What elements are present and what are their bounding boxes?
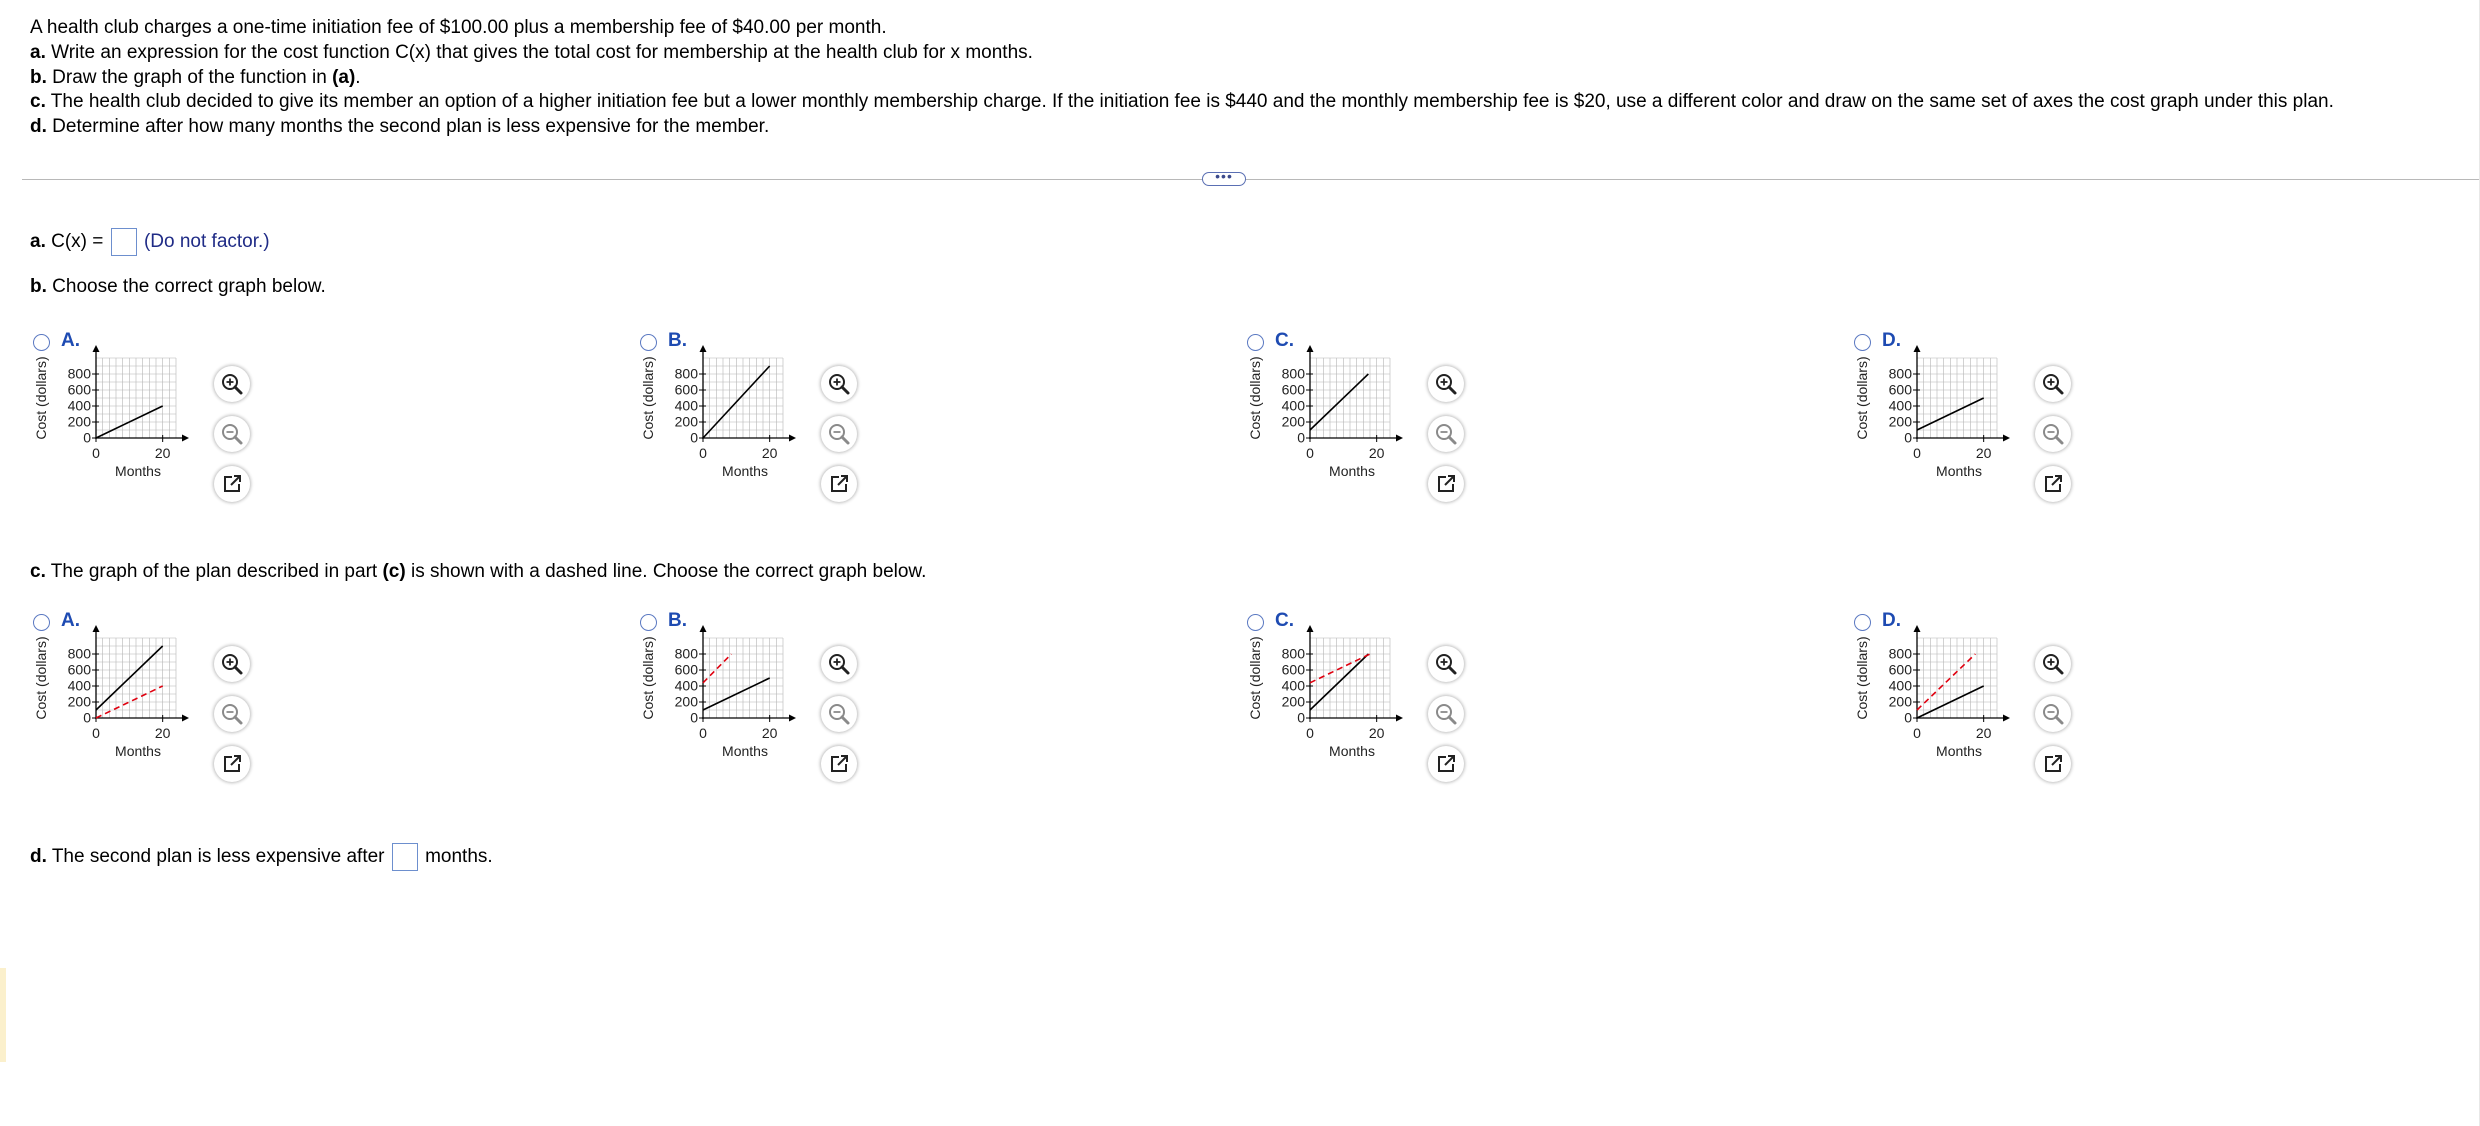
y-tick-label: 600 (67, 381, 91, 398)
zoom-out-button[interactable] (1428, 416, 1464, 452)
y-axis-arrow (93, 625, 100, 632)
part-d-suffix: months. (425, 846, 493, 868)
y-axis-label: Cost (dollars) (640, 356, 656, 440)
zoom-out-icon (821, 696, 857, 732)
zoom-in-icon (2035, 366, 2071, 402)
option-label[interactable]: C. (1275, 330, 1294, 351)
y-tick-label: 600 (1281, 661, 1305, 678)
option-label[interactable]: D. (1882, 330, 1901, 351)
expand-more-button[interactable]: ••• (1202, 172, 1246, 186)
zoom-out-icon (821, 416, 857, 452)
x-axis-label: Months (115, 463, 161, 479)
part-a-letter: a. (30, 231, 46, 253)
option-label[interactable]: B. (668, 330, 687, 351)
external-link-icon (821, 746, 857, 782)
x-tick-label: 20 (154, 725, 171, 741)
y-tick-label: 0 (83, 429, 91, 446)
x-axis-label: Months (1936, 463, 1982, 479)
part_b-option-b[interactable] (637, 330, 1097, 530)
x-axis-label: Months (722, 463, 768, 479)
option-radio-button[interactable] (1247, 334, 1264, 351)
y-tick-label: 600 (674, 381, 698, 398)
x-axis-label: Months (1936, 743, 1982, 759)
cost-function-answer-input[interactable] (111, 228, 137, 256)
months-answer-input[interactable] (392, 843, 418, 871)
graph-grid (1917, 358, 1997, 438)
open-graph-button[interactable] (2035, 746, 2071, 782)
y-tick-label: 0 (1297, 709, 1305, 726)
option-radio-button[interactable] (640, 614, 657, 631)
x-tick-label: 0 (1306, 445, 1314, 461)
dashed-cost-line (1310, 654, 1370, 683)
question-part-b: b. Draw the graph of the function in (a). (30, 66, 361, 88)
zoom-in-button[interactable] (821, 366, 857, 402)
x-axis-arrow (789, 715, 796, 722)
x-tick-label: 0 (699, 445, 707, 461)
y-tick-label: 200 (1281, 693, 1305, 710)
y-tick-label: 200 (67, 413, 91, 430)
y-tick-label: 400 (1888, 677, 1912, 694)
y-tick-label: 600 (674, 661, 698, 678)
x-axis-arrow (789, 435, 796, 442)
x-axis-arrow (182, 715, 189, 722)
option-radio-button[interactable] (33, 334, 50, 351)
x-axis-arrow (182, 435, 189, 442)
zoom-in-button[interactable] (214, 646, 250, 682)
y-axis-arrow (1307, 625, 1314, 632)
part-b-letter: b. (30, 276, 47, 297)
zoom-in-button[interactable] (2035, 366, 2071, 402)
question-part-a: a. Write an expression for the cost function C(x) that gives the total cost for membership at the health club for x months. (30, 41, 1033, 63)
open-graph-button[interactable] (1428, 466, 1464, 502)
y-axis-arrow (700, 345, 707, 352)
option-label[interactable]: D. (1882, 610, 1901, 631)
zoom-in-button[interactable] (1428, 366, 1464, 402)
zoom-out-icon (2035, 696, 2071, 732)
part-a-prefix: C(x) = (45, 231, 104, 253)
y-axis-arrow (93, 345, 100, 352)
y-tick-label: 800 (67, 645, 91, 662)
part_c-option-b[interactable] (637, 610, 1097, 810)
section-divider (22, 179, 2480, 180)
zoom-in-icon (1428, 366, 1464, 402)
graph-grid (96, 638, 176, 718)
x-tick-label: 0 (1913, 725, 1921, 741)
y-tick-label: 400 (674, 677, 698, 694)
part_b-option-a[interactable] (30, 330, 490, 530)
x-tick-label: 20 (154, 445, 171, 461)
part_b-option-c[interactable] (1244, 330, 1704, 530)
x-tick-label: 0 (92, 445, 100, 461)
y-tick-label: 800 (1888, 645, 1912, 662)
open-graph-button[interactable] (821, 746, 857, 782)
x-axis-arrow (2003, 435, 2010, 442)
y-axis-label: Cost (dollars) (1854, 636, 1870, 720)
zoom-in-icon (821, 366, 857, 402)
x-tick-label: 20 (1368, 445, 1385, 461)
left-accent-bar (0, 968, 6, 1062)
y-axis-arrow (1914, 625, 1921, 632)
option-radio-button[interactable] (33, 614, 50, 631)
y-tick-label: 400 (1281, 677, 1305, 694)
zoom-out-icon (1428, 696, 1464, 732)
zoom-out-icon (214, 416, 250, 452)
graph-grid (1310, 638, 1390, 718)
open-graph-button[interactable] (214, 746, 250, 782)
x-axis-label: Months (1329, 463, 1375, 479)
y-tick-label: 400 (67, 397, 91, 414)
option-label[interactable]: C. (1275, 610, 1294, 631)
x-tick-label: 0 (1306, 725, 1314, 741)
question-part-d: d. Determine after how many months the second plan is less expensive for the member. (30, 116, 770, 138)
x-tick-label: 0 (92, 725, 100, 741)
part_c-option-a[interactable] (30, 610, 490, 810)
part-b-prompt: Choose the correct graph below. (46, 276, 326, 297)
y-tick-label: 600 (67, 661, 91, 678)
zoom-in-icon (1428, 646, 1464, 682)
part-c-row: c. The graph of the plan described in part (c) is shown with a dashed line. Choose the correct graph below. (30, 561, 927, 582)
y-axis-label: Cost (dollars) (1247, 636, 1263, 720)
zoom-out-button[interactable] (821, 416, 857, 452)
question-intro: A health club charges a one-time initiation fee of $100.00 plus a membership fee of $40.00 per month. (30, 17, 887, 38)
x-tick-label: 20 (1975, 445, 1992, 461)
y-tick-label: 800 (1281, 645, 1305, 662)
part_c-option-c[interactable] (1244, 610, 1704, 810)
x-axis-arrow (1396, 715, 1403, 722)
external-link-icon (1428, 466, 1464, 502)
external-link-icon (821, 466, 857, 502)
y-axis-label: Cost (dollars) (33, 636, 49, 720)
open-graph-button[interactable] (821, 466, 857, 502)
y-tick-label: 0 (690, 709, 698, 726)
y-tick-label: 800 (674, 365, 698, 382)
solid-cost-line (1310, 654, 1368, 710)
zoom-out-button[interactable] (214, 416, 250, 452)
part-a-hint: (Do not factor.) (143, 231, 270, 253)
part-b-row (30, 276, 326, 298)
y-tick-label: 400 (674, 397, 698, 414)
y-tick-label: 800 (1888, 365, 1912, 382)
open-graph-button[interactable] (2035, 466, 2071, 502)
part-a-row (30, 228, 270, 256)
x-axis-label: Months (1329, 743, 1375, 759)
y-tick-label: 200 (674, 413, 698, 430)
zoom-in-icon (2035, 646, 2071, 682)
dashed-cost-line (703, 654, 731, 683)
y-tick-label: 0 (1297, 429, 1305, 446)
y-tick-label: 400 (1281, 397, 1305, 414)
zoom-out-button[interactable] (821, 696, 857, 732)
option-radio-button[interactable] (1854, 614, 1871, 631)
y-tick-label: 200 (67, 693, 91, 710)
y-tick-label: 200 (1888, 693, 1912, 710)
external-link-icon (1428, 746, 1464, 782)
question-part-c: c. The health club decided to give its member an option of a higher initiation fee but a lower monthly membership charge. If the initiation fee is $440 and the monthly membership fee is $20, use a different color and draw on the same set of axes the cost graph under this plan. (30, 91, 2334, 113)
part-d-prefix: The second plan is less expensive after (46, 846, 385, 868)
zoom-in-button[interactable] (1428, 646, 1464, 682)
external-link-icon (2035, 466, 2071, 502)
zoom-out-button[interactable] (2035, 416, 2071, 452)
graph-grid (1917, 638, 1997, 718)
y-axis-label: Cost (dollars) (1247, 356, 1263, 440)
y-tick-label: 0 (690, 429, 698, 446)
zoom-in-button[interactable] (2035, 646, 2071, 682)
y-axis-label: Cost (dollars) (33, 356, 49, 440)
zoom-out-icon (214, 696, 250, 732)
external-link-icon (214, 466, 250, 502)
y-axis-arrow (1307, 345, 1314, 352)
y-tick-label: 0 (1904, 709, 1912, 726)
y-tick-label: 800 (674, 645, 698, 662)
question-text (30, 16, 2334, 140)
part_c-option-d[interactable] (1851, 610, 2311, 810)
y-tick-label: 800 (67, 365, 91, 382)
graph-grid (703, 638, 783, 718)
zoom-in-icon (821, 646, 857, 682)
external-link-icon (214, 746, 250, 782)
x-axis-label: Months (722, 743, 768, 759)
y-tick-label: 200 (1888, 413, 1912, 430)
x-axis-label: Months (115, 743, 161, 759)
dashed-cost-line (1917, 654, 1975, 710)
part_b-option-d[interactable] (1851, 330, 2311, 530)
y-tick-label: 0 (83, 709, 91, 726)
zoom-out-button[interactable] (214, 696, 250, 732)
y-tick-label: 400 (67, 677, 91, 694)
option-radio-button[interactable] (1854, 334, 1871, 351)
option-label[interactable]: A. (61, 610, 80, 631)
external-link-icon (2035, 746, 2071, 782)
y-tick-label: 600 (1281, 381, 1305, 398)
x-axis-arrow (1396, 435, 1403, 442)
graph-grid (96, 358, 176, 438)
x-tick-label: 20 (1975, 725, 1992, 741)
part-c-letter: c. (30, 561, 46, 582)
open-graph-button[interactable] (1428, 746, 1464, 782)
part-d-row (30, 843, 493, 871)
x-tick-label: 20 (761, 725, 778, 741)
zoom-out-icon (1428, 416, 1464, 452)
y-axis-arrow (700, 625, 707, 632)
x-tick-label: 0 (699, 725, 707, 741)
y-tick-label: 600 (1888, 381, 1912, 398)
y-tick-label: 0 (1904, 429, 1912, 446)
zoom-out-icon (2035, 416, 2071, 452)
solid-cost-line (1310, 374, 1368, 430)
zoom-out-button[interactable] (2035, 696, 2071, 732)
graph-grid (1310, 358, 1390, 438)
zoom-in-button[interactable] (821, 646, 857, 682)
zoom-in-button[interactable] (214, 366, 250, 402)
x-axis-arrow (2003, 715, 2010, 722)
y-tick-label: 600 (1888, 661, 1912, 678)
option-radio-button[interactable] (1247, 614, 1264, 631)
zoom-in-icon (214, 646, 250, 682)
y-axis-label: Cost (dollars) (1854, 356, 1870, 440)
y-tick-label: 400 (1888, 397, 1912, 414)
option-radio-button[interactable] (640, 334, 657, 351)
x-tick-label: 20 (1368, 725, 1385, 741)
open-graph-button[interactable] (214, 466, 250, 502)
x-tick-label: 0 (1913, 445, 1921, 461)
y-axis-arrow (1914, 345, 1921, 352)
part-d-letter: d. (30, 846, 47, 868)
option-label[interactable]: B. (668, 610, 687, 631)
y-tick-label: 200 (674, 693, 698, 710)
option-label[interactable]: A. (61, 330, 80, 351)
zoom-out-button[interactable] (1428, 696, 1464, 732)
x-tick-label: 20 (761, 445, 778, 461)
zoom-in-icon (214, 366, 250, 402)
y-axis-label: Cost (dollars) (640, 636, 656, 720)
y-tick-label: 800 (1281, 365, 1305, 382)
y-tick-label: 200 (1281, 413, 1305, 430)
